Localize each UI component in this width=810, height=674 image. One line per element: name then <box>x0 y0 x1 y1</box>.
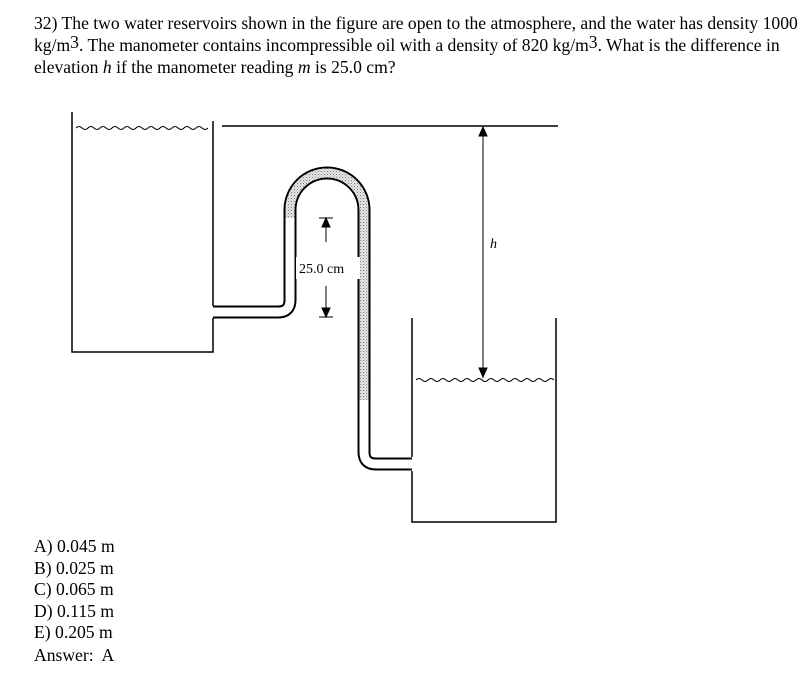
left-water-surface <box>76 127 208 130</box>
question-number: 32) <box>34 13 58 33</box>
choice-b: B) 0.025 m <box>34 557 114 578</box>
choice-d: D) 0.115 m <box>34 600 115 621</box>
manometer-reading-label: 25.0 cm <box>299 262 345 277</box>
question-text: 32) The two water reservoirs shown in the figure are open to the atmosphere, and the water has density 1000 $kg/m^3$. The manometer contains incompressible oil with a density of 820 $kg/m^3$. What is the difference in elevation h if the manometer reading m is 25.0 cm? <box>34 13 798 77</box>
left-reservoir <box>72 112 213 352</box>
elevation-label: h <box>490 237 497 252</box>
elevation-dimension <box>479 126 487 378</box>
choice-a: A) 0.045 m <box>34 536 115 556</box>
right-water-surface <box>416 379 554 382</box>
choice-c: C) 0.065 m <box>34 579 114 600</box>
answer-key: Answer: A <box>34 645 115 665</box>
answer-value: A <box>101 645 115 665</box>
answer-choices <box>34 536 115 644</box>
manometer-tube <box>213 173 412 464</box>
choice-e: E) 0.205 m <box>34 622 113 643</box>
right-reservoir <box>412 318 556 522</box>
